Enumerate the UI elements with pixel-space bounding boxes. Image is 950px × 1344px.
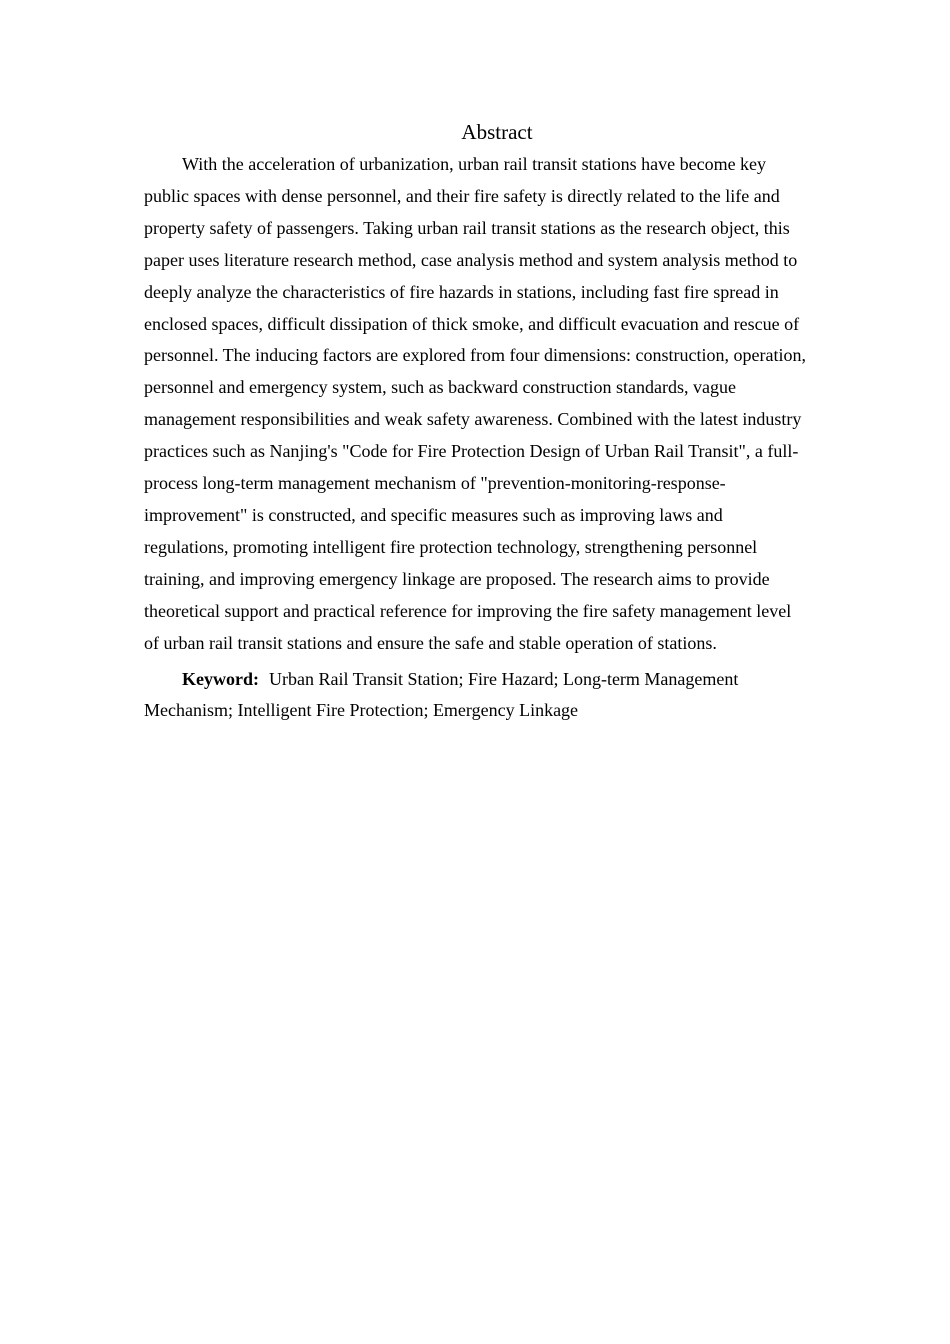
abstract-title: Abstract	[461, 120, 533, 144]
abstract-section	[144, 117, 808, 727]
keywords-list: Urban Rail Transit Station; Fire Hazard; Long-term Management Mechanism; Intelligent Fire Protection; Emergency Linkage	[144, 668, 739, 720]
keywords-paragraph	[144, 664, 808, 727]
keywords-label: Keyword:	[182, 668, 259, 689]
abstract-body: With the acceleration of urbanization, urban rail transit stations have become key public spaces with dense personnel, and their fire safety is directly related to the life and property safety of passengers. Taking urban rail transit stations as the research object, this paper uses literature research method, case analysis method and system analysis method to deeply analyze the characteristics of fire hazards in stations, including fast fire spread in enclosed spaces, difficult dissipation of thick smoke, and difficult evacuation and rescue of personnel. The inducing factors are explored from four dimensions: construction, operation, personnel and emergency system, such as backward construction standards, vague management responsibilities and weak safety awareness. Combined with the latest industry practices such as Nanjing's "Code for Fire Protection Design of Urban Rail Transit", a full-process long-term management mechanism of "prevention-monitoring-response-improvement" is constructed, and specific measures such as improving laws and regulations, promoting intelligent fire protection technology, strengthening personnel training, and improving emergency linkage are proposed. The research aims to provide theoretical support and practical reference for improving the fire safety management level of urban rail transit stations and ensure the safe and stable operation of stations.	[144, 154, 806, 653]
